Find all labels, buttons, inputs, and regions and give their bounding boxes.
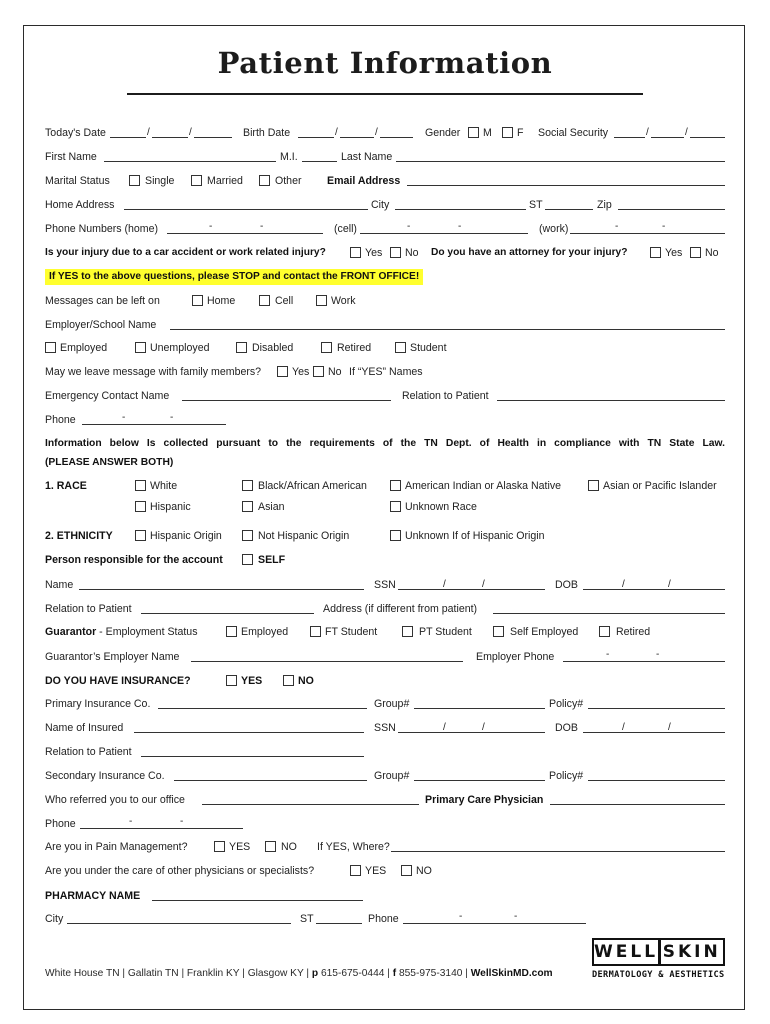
title-underline	[127, 93, 643, 95]
gender-m-label: M	[483, 127, 492, 139]
mi-field[interactable]	[302, 161, 337, 162]
address-if-different-label: Address (if different from patient)	[323, 603, 478, 615]
messages-home-checkbox[interactable]	[192, 295, 203, 306]
ssn-part3-field[interactable]	[690, 137, 725, 138]
birth-date-month-field[interactable]	[298, 137, 334, 138]
date-separator: /	[668, 579, 671, 590]
phone-dash: -	[662, 221, 666, 232]
attorney-yes-label: Yes	[665, 247, 683, 259]
ethnicity-unknown-checkbox[interactable]	[390, 530, 401, 541]
attorney-yes-checkbox[interactable]	[650, 247, 661, 258]
pain-yes-label: YES	[229, 841, 251, 853]
employed-checkbox[interactable]	[45, 342, 56, 353]
attorney-question: Do you have an attorney for your injury?	[431, 247, 628, 258]
name-of-insured-field[interactable]	[134, 732, 364, 733]
todays-date-month-field[interactable]	[110, 137, 146, 138]
secondary-group-field[interactable]	[414, 780, 545, 781]
married-checkbox[interactable]	[191, 175, 202, 186]
race-american-indian-checkbox[interactable]	[390, 480, 401, 491]
injury-no-label: No	[405, 247, 419, 259]
injury-question: Is your injury due to a car accident or work related injury?	[45, 247, 326, 258]
ssn-separator: /	[646, 127, 649, 138]
todays-date-day-field[interactable]	[152, 137, 188, 138]
insurance-no-label: NO	[298, 675, 314, 687]
family-yes-checkbox[interactable]	[277, 366, 288, 377]
phone-dash: -	[260, 221, 264, 232]
other-physicians-no-checkbox[interactable]	[401, 865, 412, 876]
employer-school-label: Employer/School Name	[45, 319, 157, 331]
other-checkbox[interactable]	[259, 175, 270, 186]
birth-date-year-field[interactable]	[380, 137, 413, 138]
other-label: Other	[275, 175, 302, 187]
pain-management-question: Are you in Pain Management?	[45, 841, 188, 853]
footer-website: WellSkinMD.com	[470, 968, 553, 979]
first-name-label: First Name	[45, 151, 97, 163]
secondary-policy-field[interactable]	[588, 780, 725, 781]
date-separator: /	[622, 722, 625, 733]
guarantor-self-employed-label: Self Employed	[510, 626, 579, 638]
ssn-separator: /	[482, 722, 485, 733]
phone-dash: -	[407, 221, 411, 232]
retired-checkbox[interactable]	[321, 342, 332, 353]
footer-phone-prefix: p	[311, 968, 319, 979]
race-white-checkbox[interactable]	[135, 480, 146, 491]
zip-field[interactable]	[618, 209, 725, 210]
referrer-phone-field[interactable]	[80, 828, 243, 829]
referred-by-label: Who referred you to our office	[45, 794, 185, 806]
primary-insurance-field[interactable]	[158, 708, 367, 709]
secondary-insurance-label: Secondary Insurance Co.	[45, 770, 165, 782]
ssn-separator: /	[482, 579, 485, 590]
pharmacy-city-field[interactable]	[67, 923, 291, 924]
race-unknown-label: Unknown Race	[405, 501, 477, 513]
race-unknown-checkbox[interactable]	[390, 501, 401, 512]
insurance-yes-checkbox[interactable]	[226, 675, 237, 686]
other-physicians-no-label: NO	[416, 865, 432, 877]
footer-contact-line	[45, 968, 553, 979]
page-border	[23, 25, 745, 1010]
family-yes-label: Yes	[292, 366, 310, 378]
phone-dash: -	[170, 412, 174, 423]
injury-yes-label: Yes	[365, 247, 383, 259]
race-black-label: Black/African American	[258, 480, 367, 492]
pharmacy-phone-label: Phone	[368, 913, 399, 925]
insurance-yes-label: YES	[241, 675, 263, 687]
state-field[interactable]	[545, 209, 593, 210]
phone-dash: -	[122, 412, 126, 423]
ssn-part2-field[interactable]	[651, 137, 684, 138]
birth-date-day-field[interactable]	[340, 137, 374, 138]
messages-home-label: Home	[207, 295, 236, 307]
emergency-contact-field[interactable]	[182, 400, 391, 401]
messages-work-label: Work	[331, 295, 356, 307]
responsible-name-label: Name	[45, 579, 74, 591]
pharmacy-state-field[interactable]	[316, 923, 362, 924]
other-physicians-yes-checkbox[interactable]	[350, 865, 361, 876]
disabled-label: Disabled	[252, 342, 294, 354]
retired-label: Retired	[337, 342, 372, 354]
todays-date-label: Today's Date	[45, 127, 106, 139]
primary-group-field[interactable]	[414, 708, 545, 709]
phone-home-label: Phone Numbers (home)	[45, 223, 159, 235]
guarantor-employed-checkbox[interactable]	[226, 626, 237, 637]
primary-policy-label: Policy#	[549, 698, 584, 710]
phone-dash: -	[606, 649, 610, 660]
if-yes-names-label: If “YES” Names	[349, 366, 423, 378]
secondary-policy-label: Policy#	[549, 770, 584, 782]
date-separator: /	[335, 127, 338, 138]
phone-cell-label: (cell)	[334, 223, 357, 235]
gender-f-checkbox[interactable]	[502, 127, 513, 138]
messages-label: Messages can be left on	[45, 295, 160, 307]
marital-status-label: Marital Status	[45, 175, 110, 187]
attorney-no-checkbox[interactable]	[690, 247, 701, 258]
disabled-checkbox[interactable]	[236, 342, 247, 353]
date-separator: /	[668, 722, 671, 733]
insurance-no-checkbox[interactable]	[283, 675, 294, 686]
responsible-ssn-label: SSN	[374, 579, 396, 591]
guarantor-self-employed-checkbox[interactable]	[493, 626, 504, 637]
emergency-relation-label: Relation to Patient	[402, 390, 489, 402]
zip-label: Zip	[597, 199, 612, 211]
phone-dash: -	[615, 221, 619, 232]
guarantor-employer-field[interactable]	[191, 661, 463, 662]
form-title: Patient Information	[217, 46, 553, 80]
emergency-phone-label: Phone	[45, 414, 76, 426]
gender-f-label: F	[517, 127, 524, 139]
messages-cell-label: Cell	[275, 295, 294, 307]
name-of-insured-label: Name of Insured	[45, 722, 124, 734]
responsible-relation-field[interactable]	[141, 613, 314, 614]
family-no-checkbox[interactable]	[313, 366, 324, 377]
responsible-relation-label: Relation to Patient	[45, 603, 132, 615]
stop-notice-highlight: If YES to the above questions, please STOP and contact the FRONT OFFICE!	[45, 269, 423, 285]
guarantor-ft-student-checkbox[interactable]	[310, 626, 321, 637]
guarantor-employment-label	[45, 626, 198, 638]
single-checkbox[interactable]	[129, 175, 140, 186]
date-separator: /	[147, 127, 150, 138]
insured-relation-label: Relation to Patient	[45, 746, 132, 758]
insured-ssn-label: SSN	[374, 722, 396, 734]
guarantor-retired-label: Retired	[616, 626, 651, 638]
phone-work-label: (work)	[539, 223, 569, 235]
gender-label: Gender	[425, 127, 461, 139]
logo-word-skin: SKIN	[662, 942, 721, 962]
ethnicity-label: 2. ETHNICITY	[45, 530, 113, 542]
todays-date-year-field[interactable]	[194, 137, 232, 138]
employer-school-field[interactable]	[170, 329, 725, 330]
primary-group-label: Group#	[374, 698, 410, 710]
ssn-separator: /	[443, 579, 446, 590]
guarantor-employed-label: Employed	[241, 626, 289, 638]
phone-dash: -	[514, 911, 518, 922]
primary-care-physician-label: Primary Care Physician	[425, 794, 544, 806]
wellskin-logo	[592, 938, 725, 980]
footer-phone: 615-675-0444 |	[318, 968, 393, 979]
phone-dash: -	[656, 649, 660, 660]
referrer-phone-label: Phone	[45, 818, 76, 830]
logo-word-well: WELL	[594, 942, 659, 962]
logo-tagline: DERMATOLOGY & AESTHETICS	[592, 970, 725, 980]
phone-dash: -	[129, 816, 133, 827]
unemployed-label: Unemployed	[150, 342, 210, 354]
family-message-question: May we leave message with family members?	[45, 366, 262, 378]
birth-date-label: Birth Date	[243, 127, 291, 139]
attorney-no-label: No	[705, 247, 719, 259]
race-american-indian-label: American Indian or Alaska Native	[405, 480, 562, 492]
primary-insurance-label: Primary Insurance Co.	[45, 698, 151, 710]
pharmacy-name-field[interactable]	[152, 900, 363, 901]
unemployed-checkbox[interactable]	[135, 342, 146, 353]
insured-dob-label: DOB	[555, 722, 578, 734]
race-asian-checkbox[interactable]	[242, 501, 253, 512]
emergency-relation-field[interactable]	[497, 400, 725, 401]
pain-management-where-field[interactable]	[391, 851, 725, 852]
responsible-name-field[interactable]	[79, 589, 364, 590]
guarantor-pt-student-label: PT Student	[419, 626, 472, 638]
married-label: Married	[207, 175, 243, 187]
insured-dob-field[interactable]	[583, 732, 725, 733]
have-insurance-label: DO YOU HAVE INSURANCE?	[45, 675, 191, 687]
race-label: 1. RACE	[45, 480, 87, 492]
phone-work-field[interactable]	[570, 233, 725, 234]
insured-ssn-field[interactable]	[398, 732, 545, 733]
state-label: ST	[529, 199, 543, 211]
pain-yes-checkbox[interactable]	[214, 841, 225, 852]
responsible-self-checkbox[interactable]	[242, 554, 253, 565]
secondary-insurance-field[interactable]	[174, 780, 367, 781]
phone-dash: -	[180, 816, 184, 827]
race-hispanic-label: Hispanic	[150, 501, 191, 513]
other-physicians-question: Are you under the care of other physicians or specialists?	[45, 865, 315, 877]
student-label: Student	[410, 342, 447, 354]
primary-care-physician-field[interactable]	[550, 804, 725, 805]
responsible-self-label: SELF	[258, 554, 286, 566]
home-address-field[interactable]	[124, 209, 368, 210]
gender-m-checkbox[interactable]	[468, 127, 479, 138]
responsible-dob-field[interactable]	[583, 589, 725, 590]
ssn-part1-field[interactable]	[614, 137, 645, 138]
emergency-contact-label: Emergency Contact Name	[45, 390, 170, 402]
phone-dash: -	[459, 911, 463, 922]
guarantor-label: Guarantor	[45, 626, 97, 638]
footer-fax-prefix: f	[392, 968, 397, 979]
pharmacy-name-label: PHARMACY NAME	[45, 890, 141, 902]
last-name-label: Last Name	[341, 151, 393, 163]
ethnicity-not-hispanic-checkbox[interactable]	[242, 530, 253, 541]
date-separator: /	[622, 579, 625, 590]
last-name-field[interactable]	[396, 161, 725, 162]
race-white-label: White	[150, 480, 178, 492]
first-name-field[interactable]	[104, 161, 276, 162]
race-asian-label: Asian	[258, 501, 285, 513]
pharmacy-phone-field[interactable]	[403, 923, 586, 924]
ethnicity-unknown-label: Unknown If of Hispanic Origin	[405, 530, 545, 542]
email-address-label: Email Address	[327, 175, 401, 187]
pharmacy-city-label: City	[45, 913, 64, 925]
race-black-checkbox[interactable]	[242, 480, 253, 491]
guarantor-retired-checkbox[interactable]	[599, 626, 610, 637]
pain-no-label: NO	[281, 841, 297, 853]
footer-locations: White House TN | Gallatin TN | Franklin KY | Glasgow KY |	[45, 968, 312, 979]
guarantor-employer-label: Guarantor’s Employer Name	[45, 651, 180, 663]
phone-home-field[interactable]	[167, 233, 323, 234]
ssn-separator: /	[685, 127, 688, 138]
secondary-group-label: Group#	[374, 770, 410, 782]
emergency-phone-field[interactable]	[82, 424, 226, 425]
city-field[interactable]	[395, 209, 526, 210]
injury-no-checkbox[interactable]	[390, 247, 401, 258]
city-label: City	[371, 199, 390, 211]
logo-wordmark-box	[592, 938, 725, 966]
guarantor-ft-student-label: FT Student	[325, 626, 378, 638]
phone-dash: -	[209, 221, 213, 232]
pharmacy-state-label: ST	[300, 913, 314, 925]
responsible-dob-label: DOB	[555, 579, 578, 591]
injury-yes-checkbox[interactable]	[350, 247, 361, 258]
please-answer-both: (PLEASE ANSWER BOTH)	[45, 457, 174, 468]
single-label: Single	[145, 175, 175, 187]
messages-cell-checkbox[interactable]	[259, 295, 270, 306]
responsible-person-label: Person responsible for the account	[45, 554, 223, 566]
phone-cell-field[interactable]	[360, 233, 528, 234]
email-address-field[interactable]	[407, 185, 725, 186]
pain-no-checkbox[interactable]	[265, 841, 276, 852]
mi-label: M.I.	[280, 151, 298, 163]
messages-work-checkbox[interactable]	[316, 295, 327, 306]
insured-relation-field[interactable]	[141, 756, 364, 757]
footer-fax: 855-975-3140 |	[396, 968, 471, 979]
social-security-label: Social Security	[538, 127, 609, 139]
date-separator: /	[375, 127, 378, 138]
primary-policy-field[interactable]	[588, 708, 725, 709]
responsible-ssn-field[interactable]	[398, 589, 545, 590]
employed-label: Employed	[60, 342, 108, 354]
state-law-notice: Information below Is collected pursuant to the requirements of the TN Dept. of Health in compliance with TN State Law.	[45, 438, 725, 449]
if-yes-where-label: If YES, Where?	[317, 841, 390, 853]
ssn-separator: /	[443, 722, 446, 733]
ethnicity-hispanic-checkbox[interactable]	[135, 530, 146, 541]
employer-phone-field[interactable]	[563, 661, 725, 662]
date-separator: /	[189, 127, 192, 138]
race-asian-pacific-checkbox[interactable]	[588, 480, 599, 491]
student-checkbox[interactable]	[395, 342, 406, 353]
employment-status-label: - Employment Status	[96, 626, 198, 638]
employer-phone-label: Employer Phone	[476, 651, 555, 663]
other-physicians-yes-label: YES	[365, 865, 387, 877]
referred-by-field[interactable]	[202, 804, 419, 805]
home-address-label: Home Address	[45, 199, 115, 211]
phone-dash: -	[458, 221, 462, 232]
ethnicity-hispanic-label: Hispanic Origin	[150, 530, 222, 542]
family-no-label: No	[328, 366, 342, 378]
address-if-different-field[interactable]	[493, 613, 725, 614]
ethnicity-not-hispanic-label: Not Hispanic Origin	[258, 530, 350, 542]
race-asian-pacific-label: Asian or Pacific Islander	[603, 480, 717, 492]
guarantor-pt-student-checkbox[interactable]	[402, 626, 413, 637]
race-hispanic-checkbox[interactable]	[135, 501, 146, 512]
